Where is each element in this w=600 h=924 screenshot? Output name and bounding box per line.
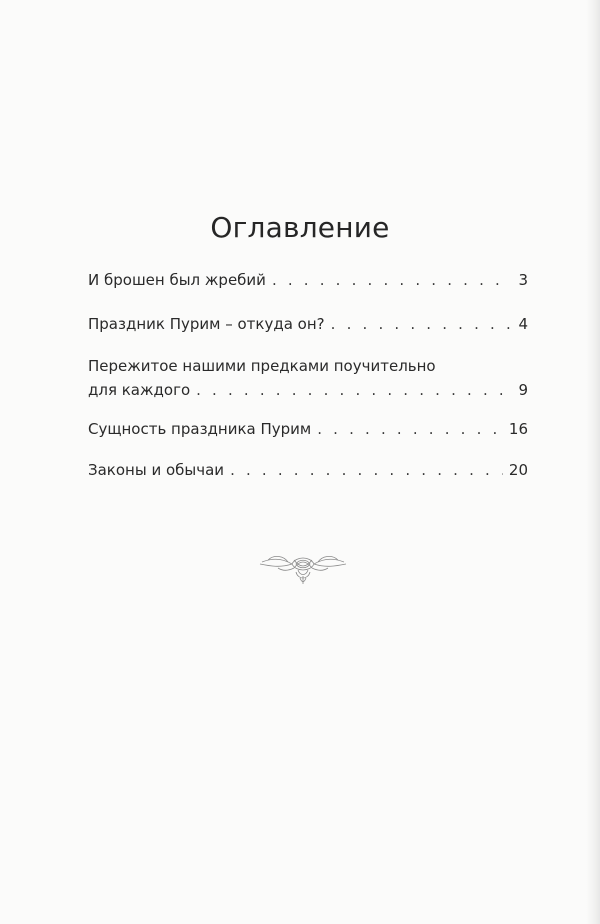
toc-entry[interactable] <box>88 354 528 402</box>
toc-entry[interactable] <box>88 268 528 292</box>
toc-page-number: 9 <box>518 381 528 399</box>
toc-entry[interactable] <box>88 417 528 441</box>
toc-entry[interactable] <box>88 458 528 482</box>
toc-entry-title-line1: Пережитое нашими предками поучительно <box>88 357 436 375</box>
toc-entry[interactable] <box>88 312 528 336</box>
toc-entry-title: Законы и обычаи <box>88 461 225 479</box>
toc-page-number: 4 <box>518 315 528 333</box>
toc-page-number: 16 <box>508 420 528 438</box>
knotwork-ornament-icon <box>258 548 348 586</box>
toc-page-number: 3 <box>518 271 528 289</box>
toc-entry-title: Праздник Пурим – откуда он? <box>88 315 325 333</box>
page-edge-shadow <box>586 0 600 924</box>
toc-entry-title: для каждого <box>88 381 191 399</box>
page-title: Оглавление <box>210 210 390 244</box>
dot-leader <box>230 458 503 482</box>
toc-page-number: 20 <box>508 461 528 479</box>
toc-entry-title: Сущность праздника Пурим <box>88 420 312 438</box>
dot-leader <box>317 417 503 441</box>
toc-entry-title: И брошен был жребий <box>88 271 266 289</box>
dot-leader <box>196 378 512 402</box>
dot-leader <box>272 268 513 292</box>
dot-leader <box>331 312 513 336</box>
